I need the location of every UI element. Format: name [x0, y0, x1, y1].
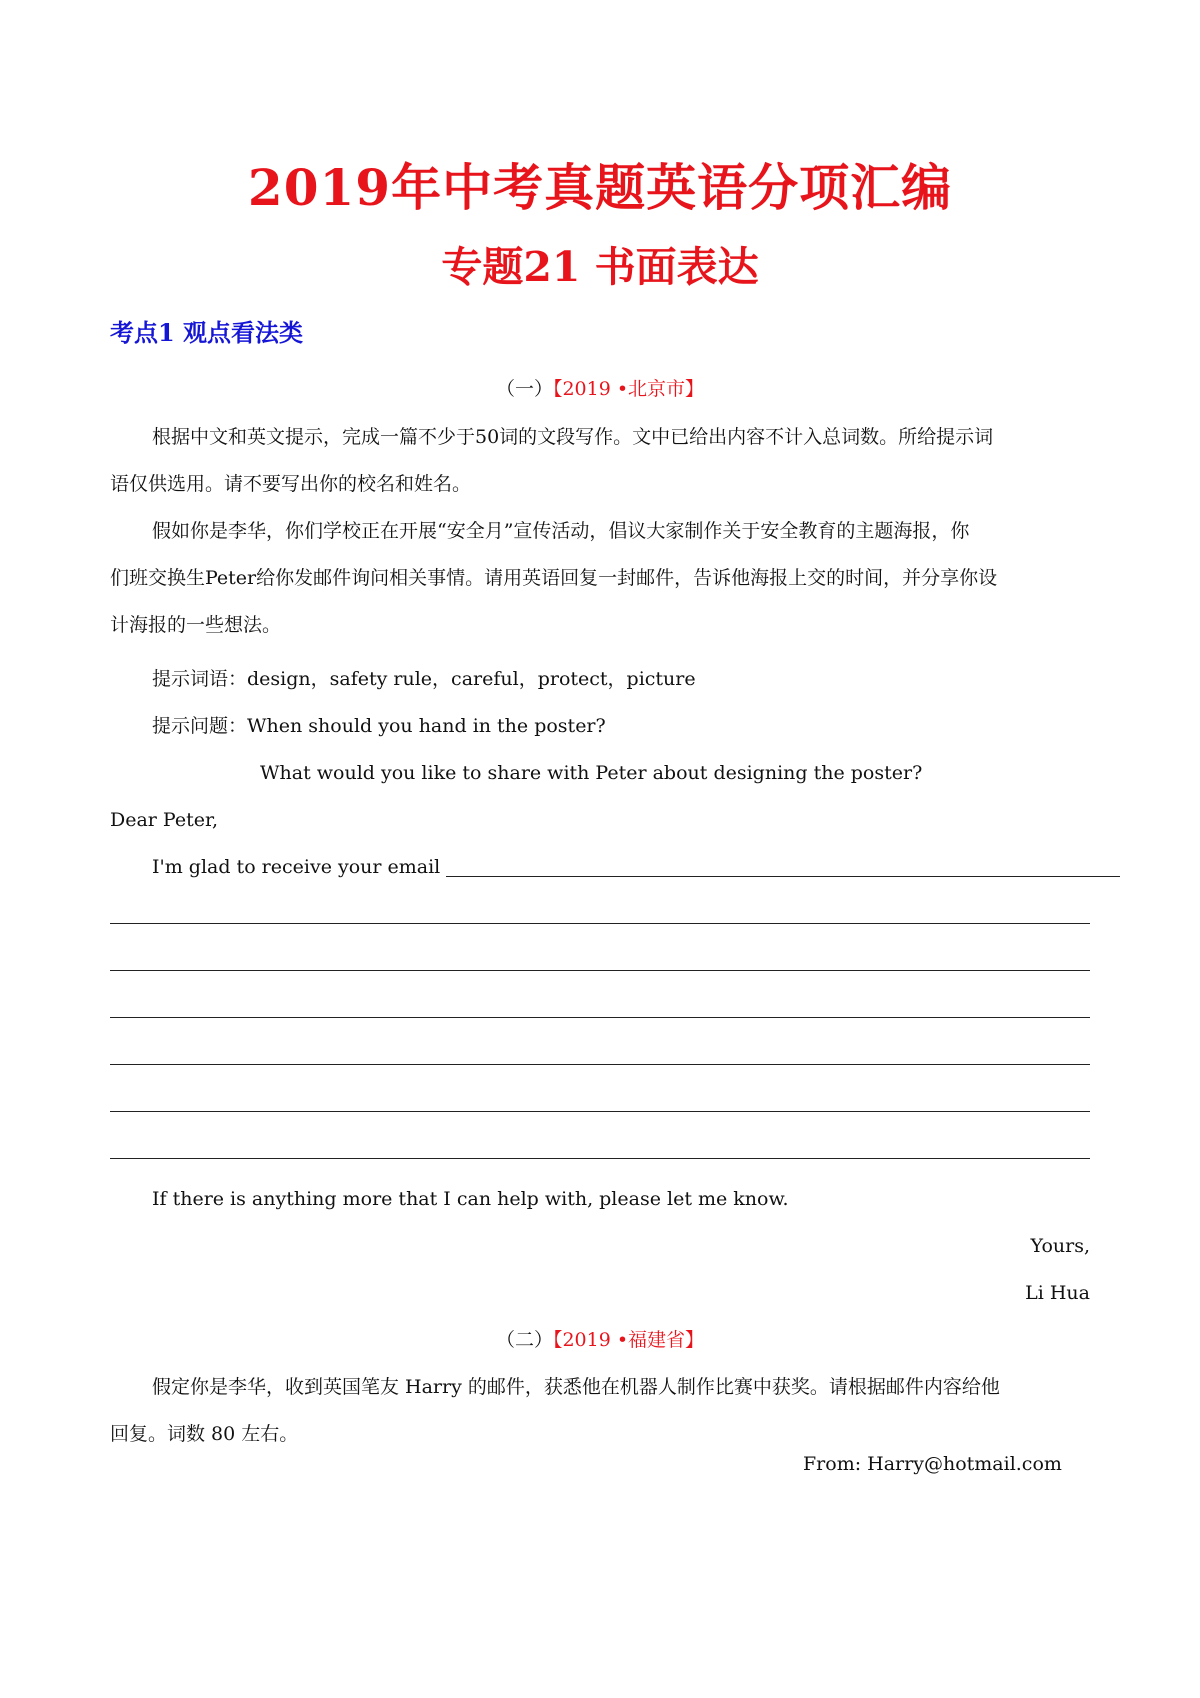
section-heading: 考点1 观点看法类	[110, 318, 304, 347]
letter-signature: Li Hua	[1025, 1282, 1090, 1304]
answer-line[interactable]	[110, 923, 1090, 924]
instruction-line: 回复。词数 80 左右。	[110, 1423, 299, 1445]
problem-1-scenario	[110, 508, 1090, 649]
problem-1-source: 【2019 •北京市】	[552, 378, 705, 400]
problem-2-header	[0, 1325, 1200, 1355]
letter-signoff: Yours,	[1030, 1235, 1090, 1257]
hint-questions-label: 提示问题：	[152, 715, 248, 737]
hint-words	[152, 664, 696, 694]
hint-words-list: design，safety rule，careful，protect，picture	[247, 668, 696, 690]
letter-opening-text: I'm glad to receive your email	[152, 856, 441, 878]
problem-2-source: 【2019 •福建省】	[552, 1329, 705, 1351]
answer-line[interactable]	[110, 970, 1090, 971]
answer-line[interactable]	[110, 1158, 1090, 1159]
problem-1-header	[0, 374, 1200, 404]
letter-opening	[152, 852, 1120, 882]
answer-line[interactable]	[110, 1064, 1090, 1065]
instruction-line: 语仅供选用。请不要写出你的校名和姓名。	[110, 473, 472, 495]
letter-closing: If there is anything more that I can help with, please let me know.	[152, 1188, 789, 1210]
email-from: From: Harry@hotmail.com	[803, 1453, 1062, 1475]
hint-question-2: What would you like to share with Peter about designing the poster?	[260, 762, 923, 784]
problem-2-instructions	[110, 1364, 1090, 1458]
hint-words-label: 提示词语：	[152, 668, 248, 690]
scenario-line: 们班交换生Peter给你发邮件询问相关事情。请用英语回复一封邮件，告诉他海报上交的时间，并分享你设	[110, 567, 998, 589]
scenario-line: 假如你是李华，你们学校正在开展“安全月”宣传活动，倡议大家制作关于安全教育的主题海报，你	[152, 520, 970, 542]
hint-questions	[152, 711, 606, 741]
document-subtitle: 专题21 书面表达	[441, 243, 759, 291]
instruction-line: 假定你是李华，收到英国笔友 Harry 的邮件，获悉他在机器人制作比赛中获奖。请根据邮件内容给他	[152, 1376, 1000, 1398]
answer-blank[interactable]	[446, 876, 1120, 877]
problem-1-number: （一）	[495, 378, 553, 400]
instruction-line: 根据中文和英文提示，完成一篇不少于50词的文段写作。文中已给出内容不计入总词数。所给提示词	[152, 426, 994, 448]
problem-2-number: （二）	[495, 1329, 553, 1351]
scenario-line: 计海报的一些想法。	[110, 614, 282, 636]
document-title: 2019年中考真题英语分项汇编	[247, 158, 953, 217]
letter-greeting: Dear Peter,	[110, 809, 219, 831]
answer-line[interactable]	[110, 1017, 1090, 1018]
hint-question-1: When should you hand in the poster?	[247, 715, 606, 737]
answer-line[interactable]	[110, 1111, 1090, 1112]
problem-1-instructions	[110, 414, 1090, 508]
